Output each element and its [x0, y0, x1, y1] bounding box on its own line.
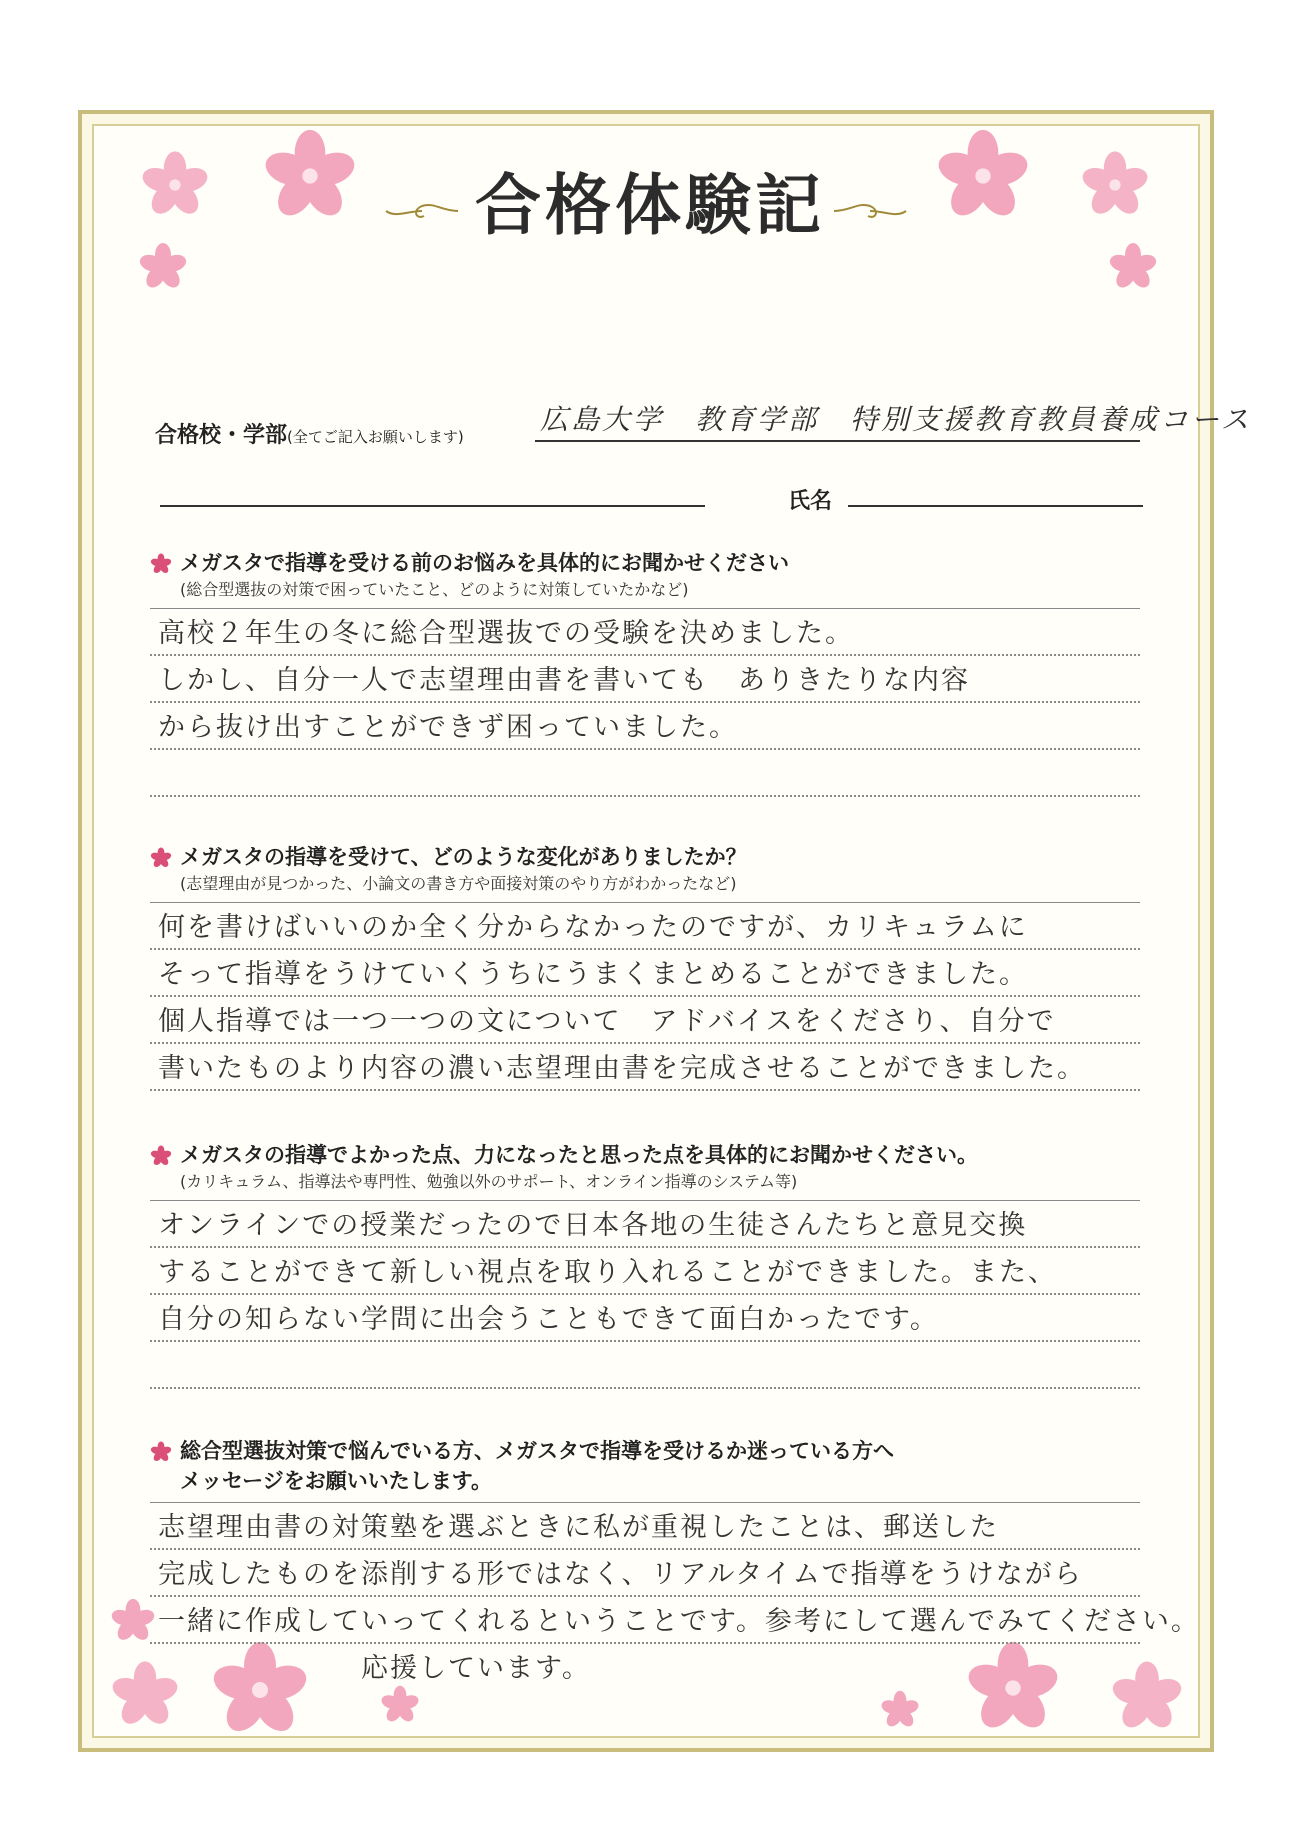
question-heading-line-2: メッセージをお願いいたします。 [180, 1469, 493, 1493]
answer-line [150, 997, 1140, 1044]
question-hint: (志望理由が見つかった、小論文の書き方や面接対策のやり方がわかったなど) [180, 874, 737, 893]
question-heading-text: メガスタの指導でよかった点、力になったと思った点を具体的にお聞かせください。 [180, 1143, 978, 1167]
school-note: (全てご記入お願いします) [287, 428, 464, 446]
answer-line [150, 703, 1140, 750]
cherry-blossom-icon [380, 1685, 420, 1725]
question-hint: (カリキュラム、指導法や専門性、勉強以外のサポート、オンライン指導のシステム等) [180, 1172, 798, 1191]
cherry-blossom-icon [880, 1690, 920, 1730]
answer-text: そって指導をうけていくうちにうまくまとめることができました。 [158, 959, 1028, 990]
blossom-bullet-icon [150, 1441, 172, 1463]
answer-text: 応援しています。 [158, 1653, 591, 1684]
question-heading [150, 548, 1140, 578]
answer-line [150, 1248, 1140, 1295]
answer-line [150, 608, 1140, 656]
answer-text: 志望理由書の対策塾を選ぶときに私が重視したことは、郵送した [158, 1512, 999, 1543]
question-heading-text: メガスタで指導を受ける前のお悩みを具体的にお聞かせください [180, 551, 789, 575]
answer-line [150, 1502, 1140, 1550]
answer-text: 一緒に作成していってくれるということです。参考にして選んでみてください。 [158, 1606, 1200, 1637]
blossom-bullet-icon [150, 847, 172, 869]
answer-text: 自分の知らない学問に出会うこともできて面白かったです。 [158, 1304, 939, 1335]
answer-text: 何を書けばいいのか全く分からなかったのですが、カリキュラムに [158, 912, 1028, 943]
answer-text: 完成したものを添削する形ではなく、リアルタイムで指導をうけながら [158, 1559, 1083, 1590]
answer-line [150, 902, 1140, 950]
answer-text: オンラインでの授業だったので日本各地の生徒さんたちと意見交換 [158, 1210, 1028, 1241]
question-section-1 [150, 548, 1140, 797]
answer-line [150, 1550, 1140, 1597]
answer-line [150, 950, 1140, 997]
answer-line [150, 1295, 1140, 1342]
school-label [155, 418, 464, 449]
question-section-3 [150, 1140, 1140, 1389]
answer-text: 書いたものより内容の濃い志望理由書を完成させることができました。 [158, 1053, 1086, 1084]
answer-text: から抜け出すことができず困っていました。 [158, 712, 738, 743]
question-heading [150, 1140, 1140, 1170]
answer-lines [150, 1200, 1140, 1389]
answer-line [150, 1044, 1140, 1091]
flourish-right-icon [832, 198, 910, 224]
answer-text: することができて新しい視点を取り入れることができました。また、 [158, 1257, 1057, 1288]
school-underline [535, 440, 1140, 442]
school-label-text: 合格校・学部 [155, 423, 288, 448]
answer-text: 個人指導では一つ一つの文について アドバイスをくださり、自分で [158, 1006, 1056, 1037]
question-heading [150, 1436, 1140, 1466]
answer-line [150, 656, 1140, 703]
answer-text: 高校２年生の冬に総合型選抜での受験を決めました。 [158, 618, 854, 649]
question-heading [150, 842, 1140, 872]
school-value: 広島大学 教育学部 特別支援教育教員養成コース [540, 403, 1252, 436]
page-title: 合格体験記 [475, 166, 825, 244]
answer-text: しかし、自分一人で志望理由書を書いても ありきたりな内容 [158, 665, 970, 696]
name-label: 氏名 [788, 489, 833, 514]
question-section-4 [150, 1436, 1200, 1689]
title-row [0, 160, 1300, 250]
question-section-2 [150, 842, 1140, 1091]
answer-line [150, 1644, 1140, 1689]
name-field[interactable] [848, 505, 1143, 507]
answer-line [150, 750, 1140, 797]
answer-lines [150, 1502, 1200, 1689]
question-heading-text: 総合型選抜対策で悩んでいる方、メガスタで指導を受けるか迷っている方へ [180, 1439, 894, 1463]
answer-line [150, 1597, 1200, 1644]
answer-lines [150, 608, 1140, 797]
answer-lines [150, 902, 1140, 1091]
name-left-line [160, 505, 705, 507]
answer-line [150, 1342, 1140, 1389]
blossom-bullet-icon [150, 1145, 172, 1167]
blossom-bullet-icon [150, 553, 172, 575]
question-heading-text: メガスタの指導を受けて、どのような変化がありましたか？ [180, 845, 747, 869]
question-hint: (総合型選抜の対策で困っていたこと、どのように対策していたかなど) [180, 580, 689, 599]
answer-line [150, 1200, 1140, 1248]
